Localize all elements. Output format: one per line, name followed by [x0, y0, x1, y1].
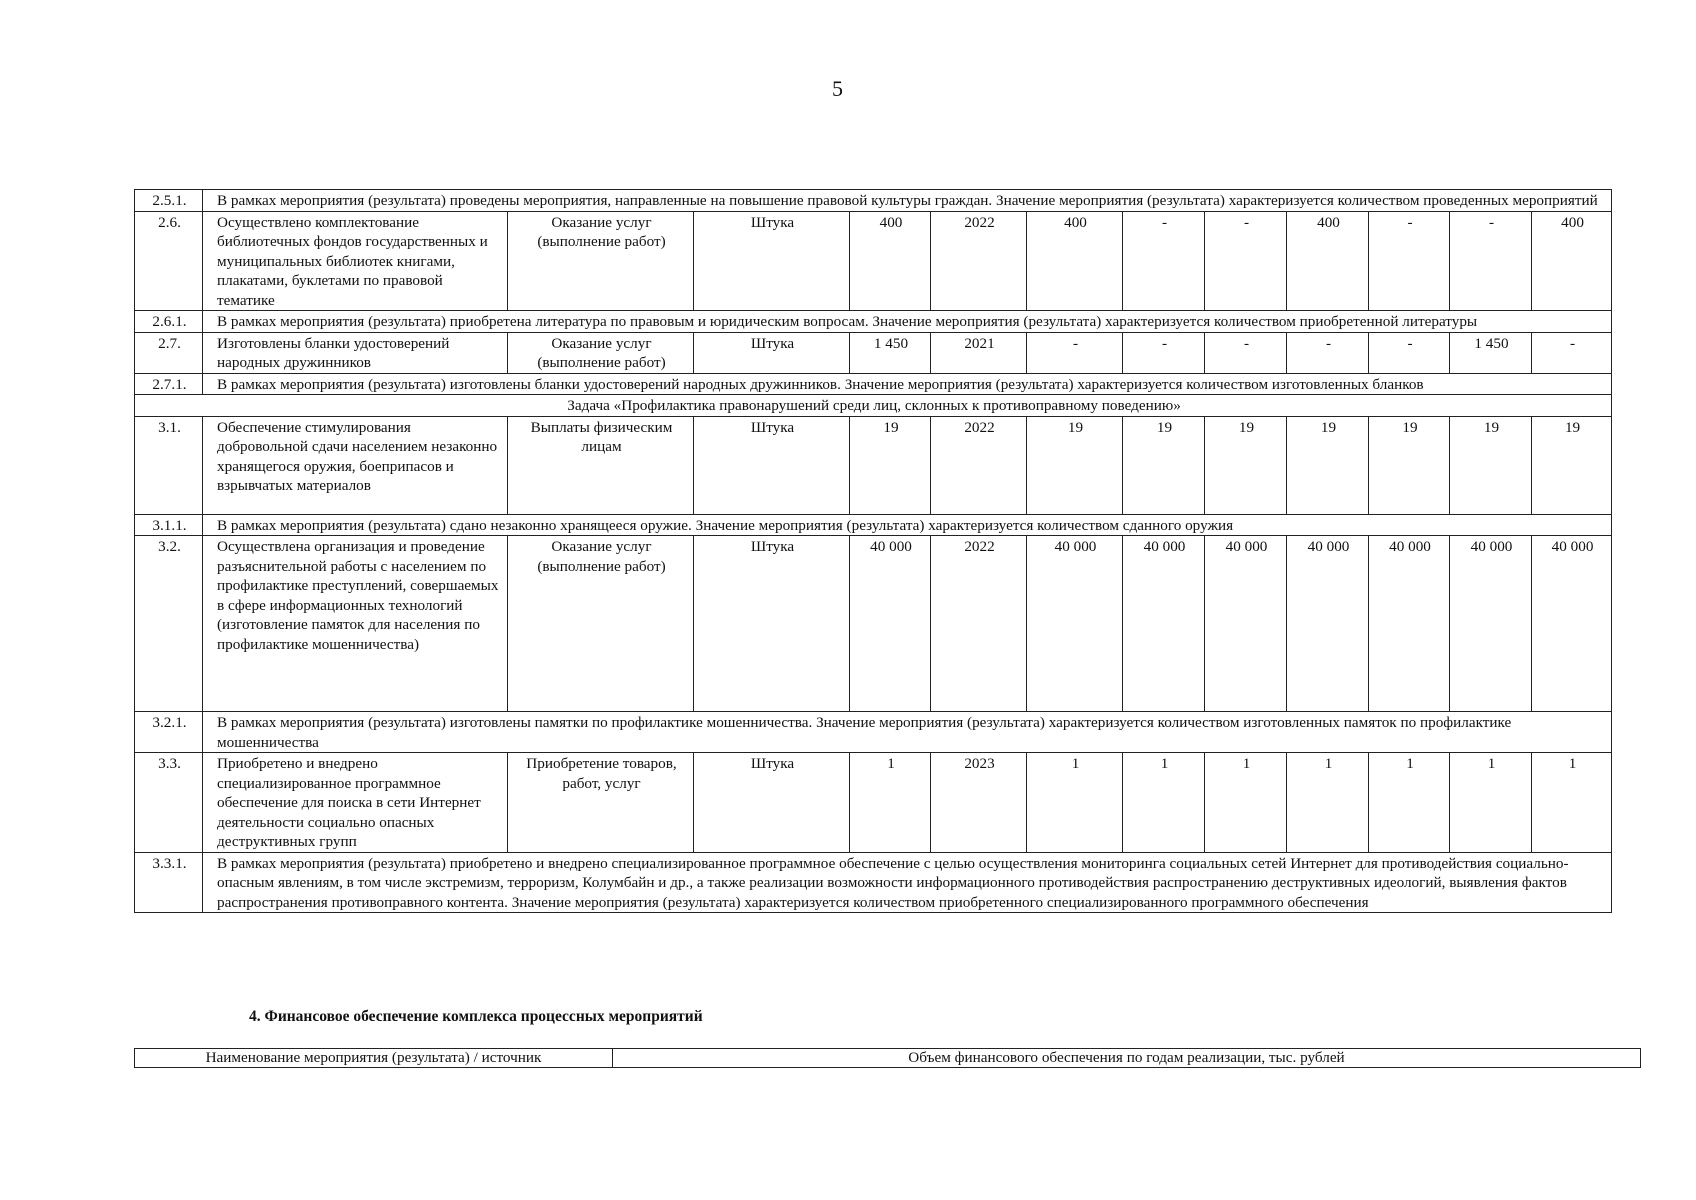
row-value-v5: 1 — [1369, 753, 1450, 853]
row-value-v6: 1 450 — [1450, 332, 1532, 373]
table-row — [135, 211, 1612, 311]
row-description: В рамках мероприятия (результата) приобретена литература по правовым и юридическим вопросам. Значение мероприятия (результата) характеризуется количеством приобретенной литературы — [203, 311, 1612, 333]
table-row — [135, 753, 1612, 853]
row-base-value: 40 000 — [850, 536, 931, 712]
row-base-year: 2022 — [931, 536, 1027, 712]
row-value-v7: 400 — [1532, 211, 1612, 311]
row-value-v7: - — [1532, 332, 1612, 373]
row-value-v2: - — [1123, 332, 1205, 373]
row-value-v6: 40 000 — [1450, 536, 1532, 712]
description-row — [135, 190, 1612, 212]
row-number: 3.3. — [135, 753, 203, 853]
row-value-v3: 40 000 — [1205, 536, 1287, 712]
row-description: В рамках мероприятия (результата) проведены мероприятия, направленные на повышение правовой культуры граждан. Значение мероприятия (результата) характеризуется количеством проведенных мероприятий — [203, 190, 1612, 212]
row-base-value: 1 — [850, 753, 931, 853]
row-number: 2.7.1. — [135, 373, 203, 395]
section-title: 4. Финансовое обеспечение комплекса процессных мероприятий — [249, 1008, 703, 1025]
row-value-v2: 1 — [1123, 753, 1205, 853]
row-value-v4: 40 000 — [1287, 536, 1369, 712]
description-row — [135, 712, 1612, 753]
task-row — [135, 395, 1612, 417]
row-value-v6: 19 — [1450, 416, 1532, 514]
row-value-v3: 19 — [1205, 416, 1287, 514]
row-unit: Штука — [694, 211, 850, 311]
description-row — [135, 311, 1612, 333]
row-number: 2.6. — [135, 211, 203, 311]
results-table — [134, 189, 1612, 913]
row-name: Осуществлена организация и проведение разъяснительной работы с населением по профилактике преступлений, совершаемых в сфере информационных технологий (изготовление памяток для населения по профилактике мошенничества) — [203, 536, 508, 712]
row-description: В рамках мероприятия (результата) сдано незаконно хранящееся оружие. Значение мероприятия (результата) характеризуется количеством сданного оружия — [203, 514, 1612, 536]
row-number: 3.3.1. — [135, 852, 203, 913]
row-value-v5: 40 000 — [1369, 536, 1450, 712]
page-number: 5 — [832, 76, 843, 101]
row-base-value: 19 — [850, 416, 931, 514]
row-value-v4: 1 — [1287, 753, 1369, 853]
row-value-v1: 40 000 — [1027, 536, 1123, 712]
row-number: 2.5.1. — [135, 190, 203, 212]
row-value-v7: 1 — [1532, 753, 1612, 853]
row-unit: Штука — [694, 332, 850, 373]
row-description: В рамках мероприятия (результата) приобретено и внедрено специализированное программное обеспечение с целью осуществления мониторинга социальных сетей Интернет для противодействия социально-опасным явлениям, в том числе экстремизм, терроризм, Колумбайн и др., а также реализации возможности информационного противодействия распространению деструктивных идеологий, выявления фактов распространения противоправного контента. Значение мероприятия (результата) характеризуется количеством приобретенного специализированного программного обеспечения — [203, 852, 1612, 913]
row-number: 2.7. — [135, 332, 203, 373]
row-base-year: 2021 — [931, 332, 1027, 373]
row-value-v1: 19 — [1027, 416, 1123, 514]
row-number: 3.1.1. — [135, 514, 203, 536]
description-row — [135, 514, 1612, 536]
row-value-v3: - — [1205, 332, 1287, 373]
row-unit: Штука — [694, 536, 850, 712]
row-name: Изготовлены бланки удостоверений народных дружинников — [203, 332, 508, 373]
description-row — [135, 852, 1612, 913]
row-value-v1: 400 — [1027, 211, 1123, 311]
row-value-v6: - — [1450, 211, 1532, 311]
row-value-v4: 400 — [1287, 211, 1369, 311]
row-base-value: 1 450 — [850, 332, 931, 373]
row-value-v2: - — [1123, 211, 1205, 311]
description-row — [135, 373, 1612, 395]
row-number: 3.1. — [135, 416, 203, 514]
row-value-v1: 1 — [1027, 753, 1123, 853]
table-row — [135, 536, 1612, 712]
row-value-v6: 1 — [1450, 753, 1532, 853]
table-row — [135, 332, 1612, 373]
row-base-year: 2022 — [931, 211, 1027, 311]
row-kind: Оказание услуг (выполнение работ) — [508, 332, 694, 373]
row-value-v5: 19 — [1369, 416, 1450, 514]
row-description: В рамках мероприятия (результата) изготовлены памятки по профилактике мошенничества. Значение мероприятия (результата) характеризуется количеством изготовленных памяток по профилактике мошенничества — [203, 712, 1612, 753]
row-value-v2: 19 — [1123, 416, 1205, 514]
row-name: Приобретено и внедрено специализированное программное обеспечение для поиска в сети Интернет деятельности социально опасных деструктивных групп — [203, 753, 508, 853]
task-heading: Задача «Профилактика правонарушений среди лиц, склонных к противоправному поведению» — [135, 395, 1612, 417]
row-base-year: 2022 — [931, 416, 1027, 514]
row-base-year: 2023 — [931, 753, 1027, 853]
row-name: Обеспечение стимулирования добровольной сдачи населением незаконно хранящегося оружия, боеприпасов и взрывчатых материалов — [203, 416, 508, 514]
row-value-v4: - — [1287, 332, 1369, 373]
row-base-value: 400 — [850, 211, 931, 311]
finance-table — [134, 1048, 1641, 1068]
row-value-v3: 1 — [1205, 753, 1287, 853]
row-value-v7: 40 000 — [1532, 536, 1612, 712]
row-value-v5: - — [1369, 211, 1450, 311]
row-value-v3: - — [1205, 211, 1287, 311]
row-unit: Штука — [694, 416, 850, 514]
row-kind: Оказание услуг (выполнение работ) — [508, 211, 694, 311]
row-value-v1: - — [1027, 332, 1123, 373]
row-number: 3.2. — [135, 536, 203, 712]
row-value-v2: 40 000 — [1123, 536, 1205, 712]
row-description: В рамках мероприятия (результата) изготовлены бланки удостоверений народных дружинников. Значение мероприятия (результата) характеризуется количеством изготовленных бланков — [203, 373, 1612, 395]
finance-header-name: Наименование мероприятия (результата) / источник — [135, 1049, 613, 1068]
row-value-v4: 19 — [1287, 416, 1369, 514]
row-value-v5: - — [1369, 332, 1450, 373]
row-unit: Штука — [694, 753, 850, 853]
row-kind: Приобретение товаров, работ, услуг — [508, 753, 694, 853]
finance-header-volume: Объем финансового обеспечения по годам реализации, тыс. рублей — [613, 1049, 1641, 1068]
row-name: Осуществлено комплектование библиотечных фондов государственных и муниципальных библиотек книгами, плакатами, буклетами по правовой тематике — [203, 211, 508, 311]
row-kind: Оказание услуг (выполнение работ) — [508, 536, 694, 712]
row-value-v7: 19 — [1532, 416, 1612, 514]
table-row — [135, 416, 1612, 514]
row-number: 2.6.1. — [135, 311, 203, 333]
row-number: 3.2.1. — [135, 712, 203, 753]
row-kind: Выплаты физическим лицам — [508, 416, 694, 514]
